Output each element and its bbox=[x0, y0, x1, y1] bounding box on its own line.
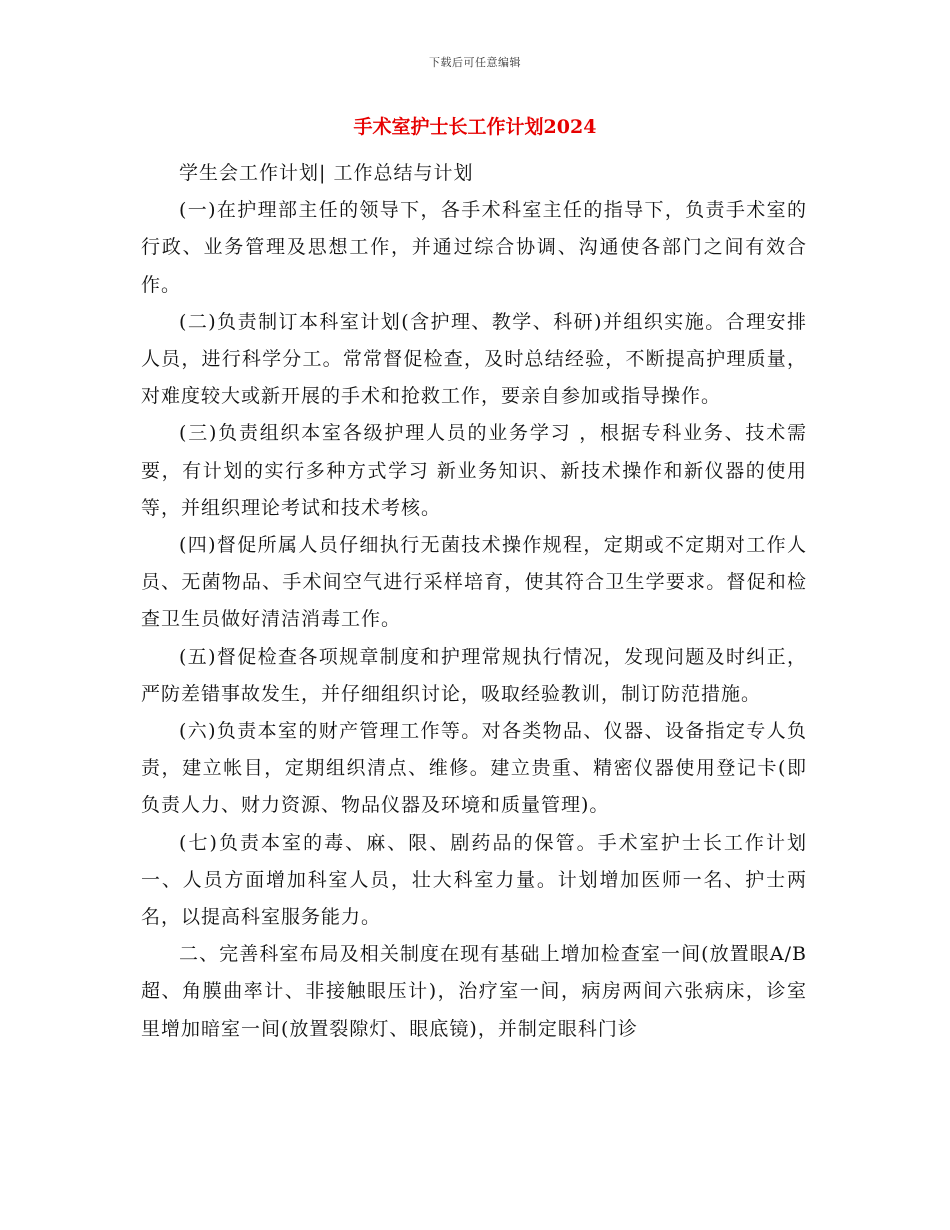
paragraph-item-1: (一)在护理部主任的领导下，各手术科室主任的指导下，负责手术室的行政、业务管理及思想工作，并通过综合协调、沟通使各部门之间有效合作。 bbox=[141, 199, 807, 296]
paragraph-item-5: (五)督促检查各项规章制度和护理常规执行情况，发现问题及时纠正，严防差错事故发生，并仔细组织讨论，吸取经验教训，制订防范措施。 bbox=[141, 645, 807, 705]
paragraph-section-2: 二、完善科室布局及相关制度在现有基础上增加检查室一间(放置眼A/B超、角膜曲率计、非接触眼压计)，治疗室一间，病房两间六张病床，诊室里增加暗室一间(放置裂隙灯、眼底镜)，并制定眼科门诊 bbox=[141, 943, 807, 1040]
paragraph-item-3: (三)负责组织本室各级护理人员的业务学习 ，根据专科业务、技术需要，有计划的实行多种方式学习 新业务知识、新技术操作和新仪器的使用等，并组织理论考试和技术考核。 bbox=[141, 422, 807, 519]
paragraph-item-7: (七)负责本室的毒、麻、限、剧药品的保管。手术室护士长工作计划一、人员方面增加科室人员，壮大科室力量。计划增加医师一名、护士两名，以提高科室服务能力。 bbox=[141, 831, 807, 929]
paragraph-item-2: (二)负责制订本科室计划(含护理、教学、科研)并组织实施。合理安排人员，进行科学分工。常常督促检查，及时总结经验，不断提高护理质量，对难度较大或新开展的手术和抢救工作，要亲自参加或指导操作。 bbox=[141, 310, 807, 408]
header-note: 下载后可任意编辑 bbox=[429, 56, 521, 69]
document-title: 手术室护士长工作计划2024 bbox=[353, 116, 597, 138]
paragraph-item-4: (四)督促所属人员仔细执行无菌技术操作规程，定期或不定期对工作人员、无菌物品、手术间空气进行采样培育，使其符合卫生学要求。督促和检查卫生员做好清洁消毒工作。 bbox=[141, 534, 807, 631]
paragraph-item-6: (六)负责本室的财产管理工作等。对各类物品、仪器、设备指定专人负责，建立帐目，定期组织清点、维修。建立贵重、精密仪器使用登记卡(即负责人力、财力资源、物品仪器及环境和质量管理)。 bbox=[141, 720, 807, 817]
document-body bbox=[141, 155, 807, 1048]
paragraph-subtitle: 学生会工作计划| 工作总结与计划 bbox=[179, 162, 474, 184]
